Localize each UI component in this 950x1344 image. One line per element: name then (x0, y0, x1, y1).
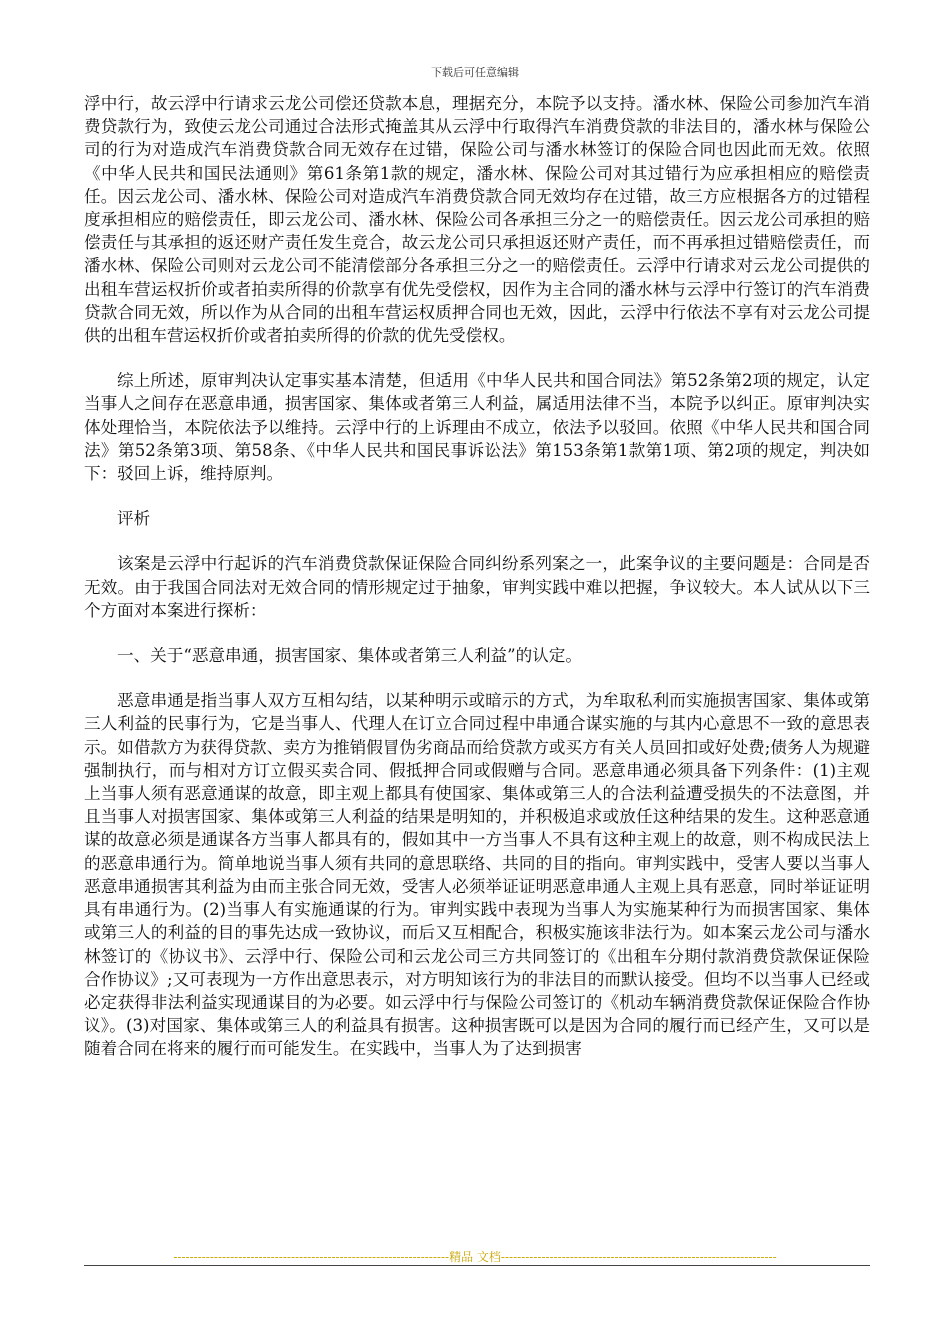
subsection-heading-1: 一、关于“恶意串通，损害国家、集体或者第三人利益”的认定。 (117, 646, 582, 666)
paragraph-judgment-summary: 综上所述，原审判决认定事实基本清楚，但适用《中华人民共和国合同法》第52条第2项的规定，认定当事人之间存在恶意串通，损害国家、集体或者第三人利益，属适用法律不当，本院予以纠正。原审判决实体处理恰当，本院依法予以维持。云浮中行的上诉理由不成立，依法予以驳回。依照《中华人民共和国合同法》第52条第3项、第58条、《中华人民共和国民事诉讼法》第153条第1款第1项、第2项的规定，判决如下：驳回上诉，维持原判。 (84, 371, 870, 484)
footer-rule (84, 1265, 870, 1266)
footer-dashes-right: -------------------------------------------------------------------- (500, 1250, 777, 1264)
section-heading-analysis: 评析 (117, 509, 151, 529)
paragraph-malicious-collusion: 恶意串通是指当事人双方互相勾结，以某种明示或暗示的方式，为牟取私利而实施损害国家、集体或第三人利益的民事行为，它是当事人、代理人在订立合同过程中串通合谋实施的与其内心意思不一致的意思表示。如借款方为获得贷款、卖方为推销假冒伪劣商品而给贷款方或买方有关人员回扣或好处费;债务人为规避强制执行，而与相对方订立假买卖合同、假抵押合同或假赠与合同。恶意串通必须具备下列条件：(1)主观上当事人须有恶意通谋的故意，即主观上都具有使国家、集体或第三人的合法利益遭受损失的不法意图，并且当事人对损害国家、集体或第三人利益的结果是明知的，并积极追求或放任这种结果的发生。这种恶意通谋的故意必须是通谋各方当事人都具有的，假如其中一方当事人不具有这种主观上的故意，则不构成民法上的恶意串通行为。简单地说当事人须有共同的意思联络、共同的目的指向。审判实践中，受害人要以当事人恶意串通损害其利益为由而主张合同无效，受害人必须举证证明恶意串通人主观上具有恶意，同时举证证明具有串通行为。(2)当事人有实施通谋的行为。审判实践中表现为当事人为实施某种行为而损害国家、集体或第三人的利益的目的事先达成一致协议，而后又互相配合，积极实施该非法行为。如本案云龙公司与潘水林签订的《协议书》、云浮中行、保险公司和云龙公司三方共同签订的《出租车分期付款消费贷款保证保险合作协议》;又可表现为一方作出意思表示，对方明知该行为的非法目的而默认接受。但均不以当事人已经或必定获得非法利益实现通谋目的为必要。如云浮中行与保险公司签订的《机动车辆消费贷款保证保险合作协议》。(3)对国家、集体或第三人的利益具有损害。这种损害既可以是因为合同的履行而已经产生，又可以是随着合同在将来的履行而可能发生。在实践中，当事人为了达到损害 (84, 691, 870, 1059)
footer-label: 精品 文档 (449, 1250, 501, 1264)
paragraph-analysis-intro: 该案是云浮中行起诉的汽车消费贷款保证保险合同纠纷系列案之一，此案争议的主要问题是：合同是否无效。由于我国合同法对无效合同的情形规定过于抽象，审判实践中难以把握，争议较大。本人试从以下三个方面对本案进行探析： (84, 554, 870, 620)
page-header: 下载后可任意编辑 (431, 66, 519, 79)
document-body (84, 92, 870, 1061)
page-footer (0, 1250, 950, 1265)
paragraph-continuation: 浮中行，故云浮中行请求云龙公司偿还贷款本息，理据充分，本院予以支持。潘水林、保险公司参加汽车消费贷款行为，致使云龙公司通过合法形式掩盖其从云浮中行取得汽车消费贷款的非法目的，潘水林与保险公司的行为对造成汽车消费贷款合同无效存在过错，保险公司与潘水林签订的保险合同也因此而无效。依照《中华人民共和国民法通则》第61条第1款的规定，潘水林、保险公司对其过错行为应承担相应的赔偿责任。因云龙公司、潘水林、保险公司对造成汽车消费贷款合同无效均存在过错，故三方应根据各方的过错程度承担相应的赔偿责任，即云龙公司、潘水林、保险公司各承担三分之一的赔偿责任。因云龙公司承担的赔偿责任与其承担的返还财产责任发生竞合，故云龙公司只承担返还财产责任，而不再承担过错赔偿责任，而潘水林、保险公司则对云龙公司不能清偿部分各承担三分之一的赔偿责任。云浮中行请求对云龙公司提供的出租车营运权折价或者拍卖所得的价款享有优先受偿权，因作为主合同的潘水林与云浮中行签订的汽车消费贷款合同无效，所以作为从合同的出租车营运权质押合同也无效，因此，云浮中行依法不享有对云龙公司提供的出租车营运权折价或者拍卖所得的价款的优先受偿权。 (84, 94, 870, 346)
footer-dashes-left: -------------------------------------------------------------------- (173, 1250, 450, 1264)
